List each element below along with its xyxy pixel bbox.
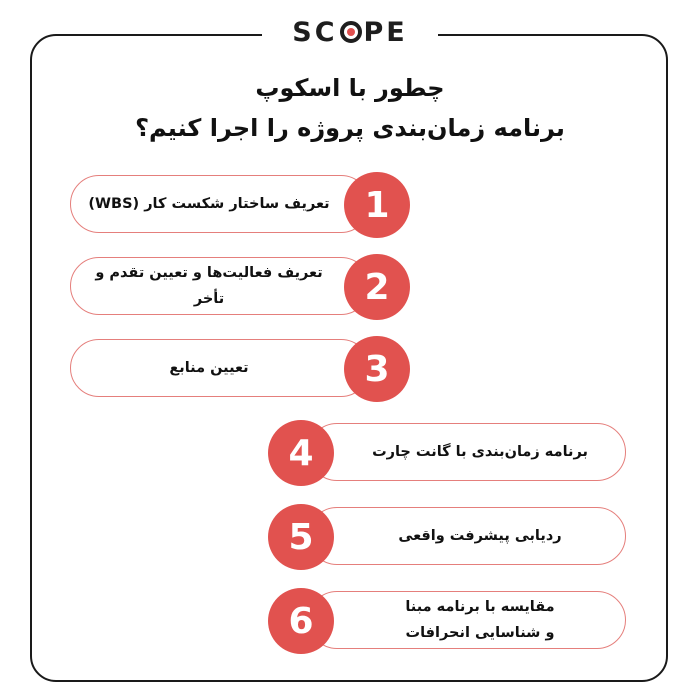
logo-text-right: PE [363, 16, 408, 48]
page-title [40, 68, 660, 148]
step-6-number: 6 [268, 588, 334, 654]
step-2 [70, 254, 410, 320]
step-6-text-line-2: و شناسایی انحرافات [405, 625, 555, 641]
brand-logo [262, 14, 438, 50]
title-line-2: برنامه زمان‌بندی پروژه را اجرا کنیم؟ [135, 114, 565, 142]
step-4-number: 4 [268, 420, 334, 486]
step-5-number: 5 [268, 504, 334, 570]
step-4 [268, 420, 628, 486]
step-1-number: 1 [344, 172, 410, 238]
step-1 [70, 172, 410, 238]
step-6-text-line-1: مقایسه با برنامه مبنا [405, 599, 555, 615]
step-1-label [70, 175, 370, 233]
step-3 [70, 336, 410, 402]
step-1-text: تعریف ساختار شکست کار (WBS) [88, 196, 330, 212]
logo-text-left: SC [292, 16, 338, 48]
step-2-number: 2 [344, 254, 410, 320]
step-2-text: تعریف فعالیت‌ها و تعیین تقدم و تأخر [95, 265, 323, 307]
step-3-label [70, 339, 370, 397]
step-3-text: تعیین منابع [169, 360, 249, 376]
step-6-label [308, 591, 626, 649]
step-6 [268, 588, 628, 654]
step-5 [268, 504, 628, 570]
step-3-number: 3 [344, 336, 410, 402]
step-4-text: برنامه زمان‌بندی با گانت چارت [372, 444, 588, 460]
title-line-1: چطور با اسکوپ [255, 74, 445, 102]
step-5-text: ردیابی پیشرفت واقعی [398, 528, 562, 544]
step-5-label [308, 507, 626, 565]
step-2-label [70, 257, 370, 315]
step-4-label [308, 423, 626, 481]
logo-o-icon [340, 21, 362, 43]
